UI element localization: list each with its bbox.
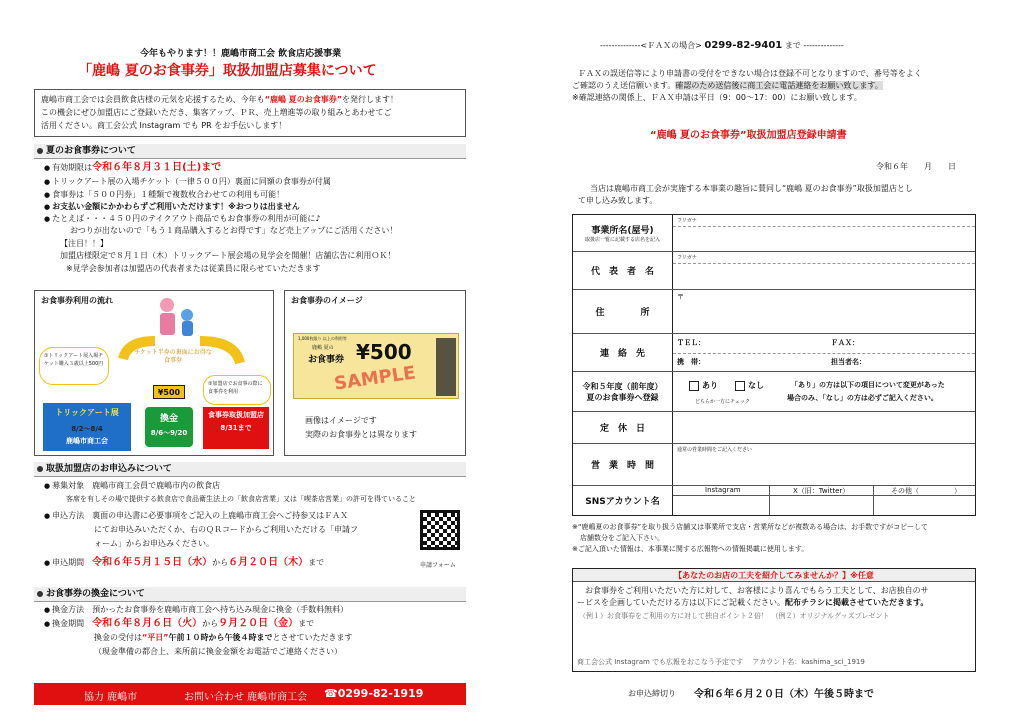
fax-note-1: ＦＡＸの誤送信等により申請書の受付をできない場合は登録不可となりますので、番号等をよく <box>578 69 922 78</box>
apply-method: ● 申込方法 裏面の申込書に必要事項をご記入の上鹿嶋市商工会へご持参又はＦＡＸ <box>44 510 348 522</box>
image-head: お食事券のイメージ <box>291 296 363 305</box>
apply-target-note: 客席を有しその場で提供する飲食店で食品衛生法上の「飲食店営業」又は「喫茶店営業」の許可を得ていること <box>66 495 416 503</box>
promo-input[interactable] <box>577 611 971 651</box>
sample-watermark: SAMPLE <box>332 362 417 395</box>
footnote-1: ※“鹿嶋夏のお食事券”を取り扱う店舗又は事業所で支店・営業所などが複数ある場合は、お手数ですがコピーして <box>572 523 928 531</box>
intro-line-3: 活用ください。商工会公式 Instagram でも PR をお手伝いします！ <box>41 121 287 130</box>
application-form <box>572 214 976 516</box>
section-voucher-head: 夏のお食事券について <box>34 144 466 159</box>
hours-input[interactable] <box>673 452 975 485</box>
intro-box <box>34 89 466 137</box>
last-year-note-2: 場合のみ、「なし」の方は必ずご記入ください。 <box>787 394 938 402</box>
deadline-label: お申込締切り <box>628 689 676 698</box>
section-exchange-head: お食事券の換金について <box>34 587 466 602</box>
apply-target: ● 募集対象 鹿嶋市商工会員で鹿嶋市内の飲食店 <box>44 480 220 492</box>
kicker: 今年もやります！！鹿嶋市商工会 飲食店応援事業 <box>140 49 342 59</box>
footnote-2: 店舗数分をご記入下さい。 <box>580 534 664 542</box>
qr-label: 申請フォーム <box>420 562 456 569</box>
row-address: 住 所 〒 <box>573 289 975 333</box>
declaration-2: て申し込み致します。 <box>578 196 658 205</box>
apply-method-3: ォーム」からお申込みください。 <box>94 539 214 548</box>
exchange-period: ● 換金期間 令和６年８月６日（火）から９月２０日（金）まで <box>44 618 314 630</box>
voucher-item-2: ● トリックアート展の入場チケット（一律５００円）裏面に同額の食事券が付属 <box>44 176 331 188</box>
row-representative: 代 表 者 名 フリガナ <box>573 251 975 289</box>
footer-contact: お問い合わせ 鹿嶋市商工会 <box>184 692 308 703</box>
voucher-note: 【注目！！】 <box>60 239 108 248</box>
ticket-image-box <box>284 290 466 456</box>
holiday-input[interactable] <box>673 412 975 443</box>
footnote-3: ※ご記入頂いた情報は、本事業に関する広報物への情報掲載に使用します。 <box>572 545 809 553</box>
mobile-label[interactable]: 携 帯： <box>677 358 705 366</box>
form-date: 令和６年 月 日 <box>876 162 956 171</box>
promo-title: 【あなたのお店の工夫を紹介してみませんか？】※任意 <box>573 569 975 582</box>
fax-line: --------------<ＦＡＸの場合> 0299-82-9401 まで -------------- <box>600 40 844 51</box>
section-apply-head: 取扱加盟店のお申込みについて <box>34 462 466 477</box>
ticket-image: 1,000枚限り 以上の利用等 鹿嶋 夏の お食事券 ¥500 SAMPLE <box>293 333 459 399</box>
voucher-expiry: ● 有効期限は令和６年８月３１日(土)まで <box>44 162 221 174</box>
intro-line-1: 鹿嶋市商工会では会員飲食店様の元気を応援するため、今年も“鹿嶋 夏のお食事券”を発行します！ <box>41 95 398 104</box>
promo-body-1: お食事券をご利用いただいた方に対して、お客様により喜んでもらう工夫として、お店独自のサ <box>585 586 929 595</box>
voucher-item-3: ● 食事券は「５００円券」１種類で複数枚合わせての利用も可能！ <box>44 189 284 201</box>
page-title: 「鹿嶋 夏のお食事券」取扱加盟店募集について <box>78 63 377 79</box>
apply-method-2: にてお申込みいただくか、右のＱＲコードからご利用いただける「申請フ <box>94 525 358 534</box>
address-input[interactable] <box>673 290 975 333</box>
exchange-note: （現金準備の都合上、来所前に換金金額をお電話でご連絡ください） <box>94 647 342 656</box>
image-cap-1: 画像はイメージです <box>305 416 377 425</box>
tel-label[interactable]: ＴＥＬ： <box>677 339 705 347</box>
business-name-input[interactable] <box>673 227 975 251</box>
flow-step-1: ①トリックアート展入場チケット購入３歳以上500円 <box>39 347 109 385</box>
promo-box <box>572 568 976 672</box>
row-business-name: 事業所名(屋号) 取扱店一覧に記載する店名を記入 フリガナ <box>573 215 975 251</box>
voucher-note-2: 加盟店様限定で８月１日（木）トリックアート展会場の見学会を開催！店舗広告に利用ＯＫ！ <box>60 251 396 260</box>
venue-box: トリックアート展 8/2～8/4 鹿嶋市商工会 <box>43 403 131 451</box>
declaration-1: 当店は鹿嶋市商工会が実施する本事業の趣旨に賛同し“鹿嶋 夏のお食事券”取扱加盟店とし <box>590 184 913 193</box>
voucher-item-5: ● たとえば・・・４５０円のテイクアウト商品でもお食事券の利用が可能に♪ <box>44 213 321 225</box>
fax-note-3: ※確認連絡の関係上、ＦＡＸ申請は平日（9：00～17：00）にお願い致します。 <box>572 93 862 102</box>
image-cap-2: 実際のお食事券とは異なります <box>305 430 417 439</box>
checkbox-no[interactable]: なし <box>735 380 764 391</box>
ticket-badge: ¥500 <box>153 385 185 399</box>
row-holiday: 定 休 日 <box>573 411 975 443</box>
qr-code[interactable] <box>420 510 460 550</box>
flow-head: お食事券利用の流れ <box>41 296 113 305</box>
row-contact: 連 絡 先 ＴＥＬ： ＦＡＸ： 携 帯： 担当者名： <box>573 333 975 371</box>
row-last-year: 令和５年度（前年度） 夏のお食事券へ登録 あり なし どちらか一方にチェック 「あり」の方は以下の項目について変更があった 場合のみ、「なし」の方は必ずご記入ください。 <box>573 371 975 411</box>
promo-body-2: ービスを企画していただける方は以下にご記載ください。配布チラシに掲載させていただきます。 <box>577 598 929 607</box>
footer-bar <box>34 683 466 705</box>
ticket-art <box>436 338 456 396</box>
flow-box <box>34 290 274 456</box>
child-icon <box>181 309 193 321</box>
store-box: 食事券取扱加盟店 8/31まで <box>203 407 269 449</box>
intro-line-2: この機会にぜひ加盟店にご登録いただき、集客アップ、ＰＲ、売上増進等の取り組みとあわせてご <box>41 108 392 117</box>
checkbox-yes[interactable]: あり <box>689 380 718 391</box>
flow-step-2: ②加盟店でお食事の際に食事券を利用 <box>203 375 271 405</box>
check-note: どちらか一方にチェック <box>695 399 750 405</box>
person-icon <box>160 298 174 312</box>
representative-input[interactable] <box>673 264 975 289</box>
voucher-item-4: ● お支払い金額にかかわらずご利用いただけます！※おつりは出ません <box>44 201 300 213</box>
footer-coop: 協力 鹿嶋市 <box>84 692 138 703</box>
footer-tel: ☎0299-82-1919 <box>324 687 424 700</box>
deadline: 令和６年６月２０日（木）午後５時まで <box>694 689 874 700</box>
promo-example: （例１）お食事券をご利用の方に対して独自ポイント２倍！ （例２）オリジナルグッズプレゼント <box>579 612 890 620</box>
exchange-hours: 換金の受付は“平日”午前１０時から午後４時までとさせていただきます <box>94 633 353 642</box>
flow-mid: チケット半券の裏面にお得な食事券 <box>134 349 212 364</box>
person-label[interactable]: 担当者名： <box>831 358 866 366</box>
exchange-method: ● 換金方法 預かったお食事券を鹿嶋市商工会へ持ち込み現金に換金（手数料無料） <box>44 604 348 616</box>
fax-note-2: ご確認のうえ送信願います。確認のため送信後に商工会に電話連絡をお願い致します。 <box>572 81 883 90</box>
apply-period: ● 申込期間 令和６年５月１５日（水）から６月２０日（木）まで <box>44 557 324 569</box>
sns-header: Instagram X（旧：Twitter） その他（ ） <box>673 486 975 496</box>
form-title: “鹿嶋 夏のお食事券”取扱加盟店登録申請書 <box>650 130 847 141</box>
exchange-box: 換金 8/6～9/20 <box>145 407 193 447</box>
voucher-item-5b: おつりが出ないので「もう１商品購入するとお得です」など売上アップにご活用ください！ <box>70 226 398 235</box>
person-body-icon <box>160 313 175 335</box>
child-body-icon <box>182 321 193 336</box>
voucher-note-3: ※見学会参加者は加盟店の代表者または従業員に限らせていただきます <box>66 264 321 273</box>
row-hours: 営 業 時 間 通常の営業時間をご記入ください <box>573 443 975 485</box>
promo-insta: 商工会公式 Instagram でも広報をおこなう予定です アカウント名：kashima_sci_1919 <box>577 658 865 666</box>
row-sns: SNSアカウント名 Instagram X（旧：Twitter） その他（ ） <box>573 485 975 515</box>
last-year-note-1: 「あり」の方は以下の項目について変更があった <box>791 381 945 389</box>
fax-label[interactable]: ＦＡＸ： <box>831 339 859 347</box>
